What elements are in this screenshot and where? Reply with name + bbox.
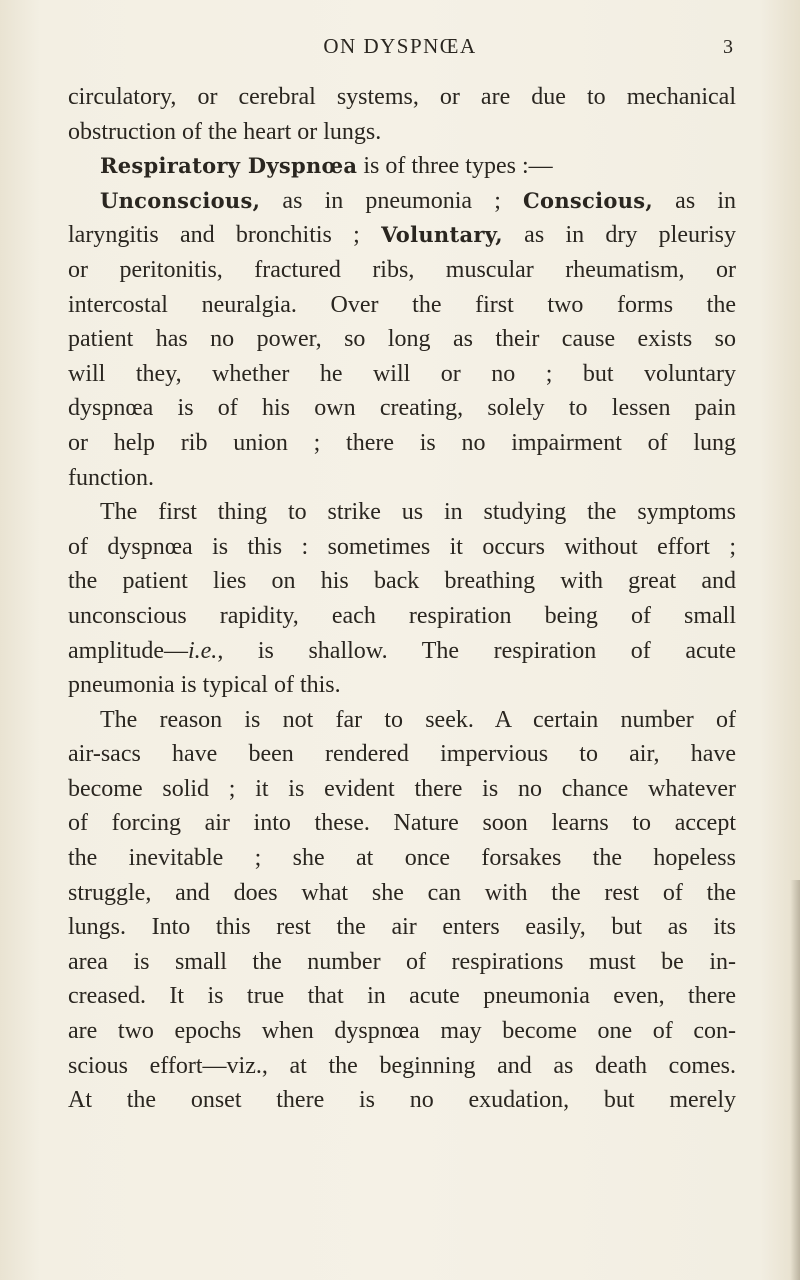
text-segment: of dyspnœa is this : sometimes it occurs without effort ;: [68, 533, 736, 560]
bold-term: Voluntary,: [381, 222, 503, 248]
text-segment: or help rib union ; there is no impairment of lung: [68, 429, 736, 456]
bold-term: Unconscious,: [100, 187, 261, 213]
text-line: [68, 876, 736, 911]
text-segment: function.: [68, 464, 154, 491]
text-segment: dyspnœa is of his own creating, solely to lessen pain: [68, 395, 736, 422]
text-line: [68, 530, 736, 565]
text-segment: of forcing air into these. Nature soon learns to accept: [68, 810, 736, 837]
text-segment: creased. It is true that in acute pneumonia even, there: [68, 983, 736, 1010]
text-segment: the patient lies on his back breathing with great and: [68, 568, 736, 595]
text-line: [68, 564, 736, 599]
text-segment: unconscious rapidity, each respiration being of small: [68, 602, 736, 629]
text-segment: amplitude—: [68, 637, 188, 664]
text-line: [68, 184, 736, 219]
text-segment: as in: [653, 187, 736, 214]
page-number: 3: [723, 36, 733, 58]
text-line: [68, 1014, 736, 1049]
text-segment: scious effort—viz., at the beginning and as death comes.: [68, 1052, 736, 1079]
text-line: [68, 80, 736, 115]
text-segment: as in pneumonia ;: [260, 187, 524, 214]
text-segment: circulatory, or cerebral systems, or are due to mechanical: [68, 84, 736, 110]
text-line: [68, 357, 736, 392]
text-segment: struggle, and does what she can with the rest of the: [68, 879, 736, 906]
text-segment: air-sacs have been rendered impervious to air, have: [68, 741, 736, 768]
text-segment: obstruction of the heart or lungs.: [68, 118, 382, 145]
text-segment: patient has no power, so long as their cause exists so: [68, 326, 736, 353]
text-line: [68, 772, 736, 807]
text-line: [68, 599, 736, 634]
text-line: [68, 322, 736, 357]
text-line: [68, 1049, 736, 1084]
text-line: [68, 149, 736, 184]
bold-term: Conscious,: [523, 187, 654, 213]
text-line: [68, 945, 736, 980]
text-line: [68, 218, 736, 253]
italic-text: i.e.: [187, 637, 218, 664]
text-line: [68, 426, 736, 461]
text-line: [68, 1083, 736, 1118]
text-line: [68, 806, 736, 841]
text-line: [68, 115, 736, 150]
text-segment: become solid ; it is evident there is no chance whatever: [68, 775, 736, 802]
text-line: [68, 841, 736, 876]
running-head: ON DYSPNŒA: [323, 34, 477, 58]
text-segment: , is shallow. The respiration of acute: [217, 637, 736, 664]
text-segment: are two epochs when dyspnœa may become one of con-: [68, 1018, 736, 1045]
text-line: [68, 288, 736, 323]
text-segment: pneumonia is typical of this.: [68, 672, 341, 699]
text-segment: lungs. Into this rest the air enters easily, but as its: [68, 914, 736, 941]
text-line: [68, 668, 736, 703]
text-line: [68, 391, 736, 426]
text-segment: The first thing to strike us in studying the symptoms: [100, 499, 736, 526]
text-segment: area is small the number of respirations must be in-: [68, 948, 736, 975]
text-line: [68, 495, 736, 530]
text-line: [68, 910, 736, 945]
bold-term: Respiratory Dyspnœa: [100, 153, 358, 179]
text-segment: the inevitable ; she at once forsakes the hopeless: [68, 845, 736, 872]
text-segment: laryngitis and bronchitis ;: [68, 222, 382, 249]
page-header: [0, 34, 800, 74]
body-text: [68, 80, 736, 1118]
text-segment: will they, whether he will or no ; but voluntary: [68, 360, 736, 387]
text-segment: At the onset there is no exudation, but merely: [68, 1087, 736, 1114]
text-segment: or peritonitis, fractured ribs, muscular rheumatism, or: [68, 256, 736, 283]
text-line: [68, 253, 736, 288]
page-edge-shadow: [790, 880, 800, 1280]
text-segment: intercostal neuralgia. Over the first two forms the: [68, 291, 736, 318]
text-segment: The reason is not far to seek. A certain number of: [100, 706, 736, 733]
text-line: [68, 461, 736, 496]
text-line: [68, 979, 736, 1014]
text-line: [68, 737, 736, 772]
text-line: [68, 703, 736, 738]
text-segment: as in dry pleurisy: [502, 222, 736, 249]
text-line: [68, 634, 736, 669]
text-segment: is of three types :—: [357, 153, 553, 180]
